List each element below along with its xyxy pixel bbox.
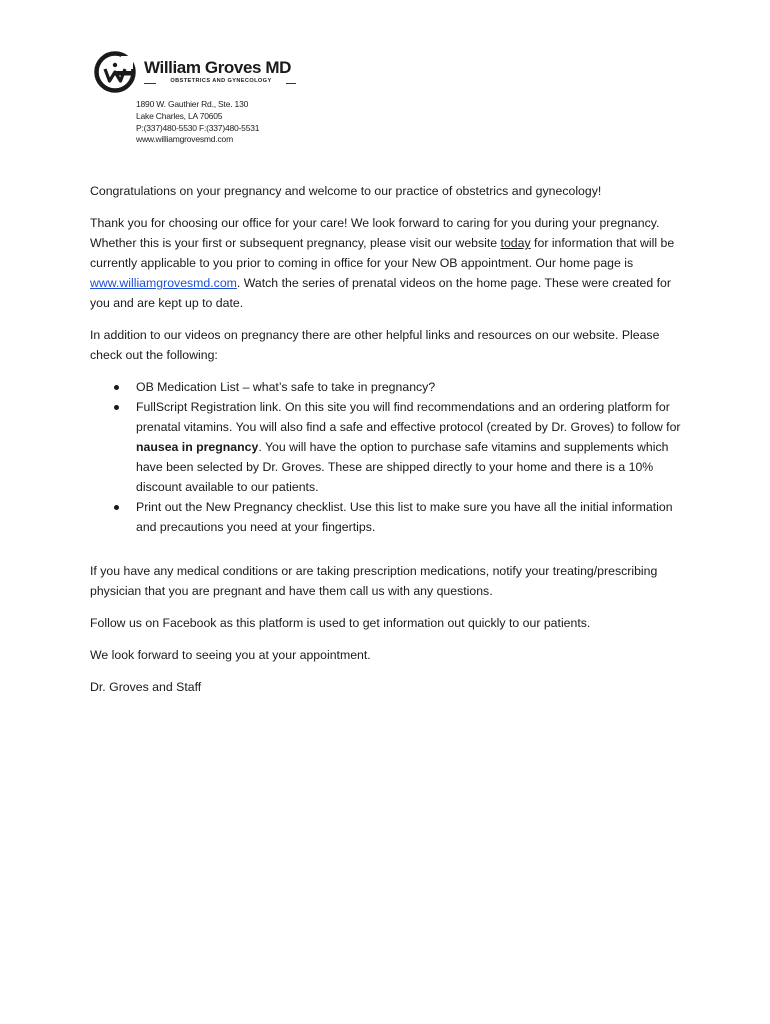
address-line-phone-fax: P:(337)480-5530 F:(337)480-5531 (136, 122, 260, 133)
address-line-city: Lake Charles, LA 70605 (136, 110, 223, 121)
paragraph-welcome: Congratulations on your pregnancy and welcome to our practice of obstetrics and gynecology! (90, 184, 602, 198)
divider (286, 83, 296, 84)
list-item (90, 397, 690, 497)
bullet-icon (114, 385, 119, 390)
list-item-text: Print out the New Pregnancy checklist. Use this list to make sure you have all the initial information and precautions you need at your fingertips. (136, 500, 673, 534)
paragraph-thanks-text: Thank you for choosing our office for your care! We look forward to caring for you during your pregnancy. Whether this is your first or subsequent pregnancy, please visit our website (90, 216, 660, 250)
letterhead (93, 50, 313, 96)
practice-logo-icon (93, 50, 137, 94)
divider (144, 83, 156, 84)
paragraph-closing: We look forward to seeing you at your appointment. (90, 648, 371, 662)
paragraph-thanks-text: for information that will be currently applicable to you prior to coming in office for your New OB appointment. Our home page is (90, 236, 675, 270)
brand-subtitle: OBSTETRICS AND GYNECOLOGY (170, 78, 272, 84)
paragraph-thanks-text: . Watch the series of prenatal videos on the home page. These were created for you and are kept up to date. (90, 276, 671, 310)
paragraph-medical-conditions: If you have any medical conditions or are taking prescription medications, notify your treating/prescribing physician that you are pregnant and have them call us with any questions. (90, 564, 658, 598)
bullet-icon (114, 505, 119, 510)
list-item-text: . You will have the option to purchase safe vitamins and supplements which have been selected by Dr. Groves. These are shipped directly to your home and there is a 10% discount available to our patients. (136, 440, 669, 494)
paragraph-facebook: Follow us on Facebook as this platform is used to get information out quickly to our patients. (90, 616, 591, 630)
list-item (90, 497, 690, 537)
practice-address (136, 99, 259, 146)
list-item-bold-text: nausea in pregnancy (136, 440, 259, 454)
list-item-text: FullScript Registration link. On this site you will find recommendations and an ordering platform for prenatal vitamins. You will also find a safe and effective protocol (created by Dr. Groves) to follow for (136, 400, 681, 434)
list-item-text: OB Medication List – what’s safe to take in pregnancy? (136, 380, 436, 394)
list-item (90, 377, 690, 397)
today-underline: today (500, 236, 531, 250)
address-line-street: 1890 W. Gauthier Rd., Ste. 130 (136, 99, 249, 109)
brand-name: William Groves MD (144, 58, 292, 77)
paragraph-thanks (90, 213, 690, 313)
resource-list (90, 377, 690, 537)
bullet-icon (114, 405, 119, 410)
brand-subtitle-row (144, 78, 296, 88)
signoff: Dr. Groves and Staff (90, 680, 202, 694)
paragraph-resources: In addition to our videos on pregnancy there are other helpful links and resources on our website. Please check out the following: (90, 328, 660, 362)
address-line-website: www.williamgrovesmd.com (136, 134, 233, 145)
letter-body (90, 181, 690, 697)
website-link[interactable]: www.williamgrovesmd.com (90, 276, 237, 290)
